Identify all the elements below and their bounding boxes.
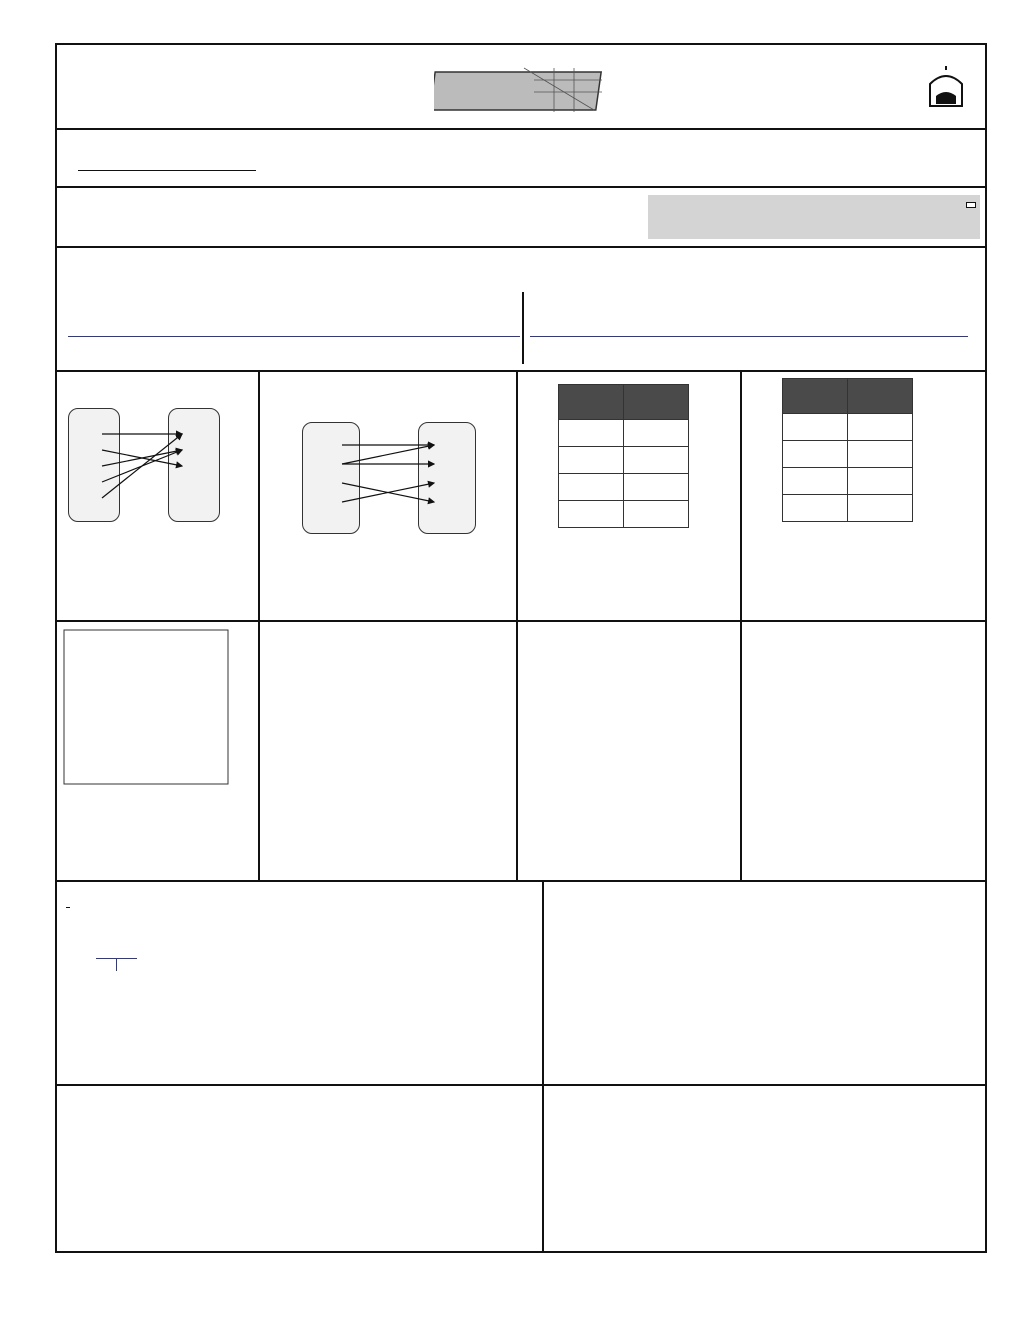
table-cell [848,468,913,495]
divider-sets-vertical [522,292,524,364]
table-2-header-range [783,379,848,414]
eq4-graph [662,1092,848,1252]
institute-block [690,70,974,110]
table-1-header-range [559,385,624,420]
divider-header [55,128,987,130]
divider-r5 [542,1084,544,1252]
eq2-graph [548,912,980,1080]
set-right-answer [530,336,968,337]
graph-2 [296,626,468,786]
table-row [783,468,913,495]
table-cell [624,420,689,447]
table-cell [559,474,624,501]
set-left-answer [68,336,520,337]
mapping-2 [298,394,488,534]
graph-4 [786,628,956,788]
eq1-num [66,907,70,908]
graph-3 [544,628,712,786]
table-row [559,501,689,528]
divider-r4 [542,880,544,1084]
table-cell [559,447,624,474]
eq1-fraction [66,907,70,908]
table-cell [783,414,848,441]
math-logo-art [434,66,604,114]
relation-table-1 [558,384,689,528]
mapping-1-arrows [64,382,244,522]
table-row [783,441,913,468]
table-row [559,474,689,501]
eq1-xy-table [96,958,137,971]
table-2-header-domain [848,379,913,414]
table-row [559,447,689,474]
table-cell [783,495,848,522]
divider-r3-2 [516,620,518,880]
table-cell [559,420,624,447]
table-cell [783,468,848,495]
divider-sets [55,370,987,372]
eq1-graph [198,890,536,1076]
divider-r2-1 [258,370,260,620]
table-cell [624,447,689,474]
table-row [783,495,913,522]
divider-title [55,186,987,188]
mapping-1 [64,382,244,522]
table-cell [624,501,689,528]
mosque-icon [922,66,970,110]
table-cell [96,967,117,971]
graph-1 [62,628,232,788]
objective-box [648,195,980,239]
divider-r4b [55,1084,987,1086]
divider-r2 [55,620,987,622]
objective-label [966,202,976,208]
eq1-table [96,958,137,971]
table-cell [848,441,913,468]
divider-objective [55,246,987,248]
table-1-header-domain [624,385,689,420]
eq1-label [66,896,70,918]
divider-r2-3 [740,370,742,620]
table-cell [783,441,848,468]
table-cell [117,967,138,971]
table-cell [848,414,913,441]
table-row [559,420,689,447]
table-cell [624,474,689,501]
divider-r3-1 [258,620,260,880]
divider-r3 [55,880,987,882]
divider-r2-2 [516,370,518,620]
relation-table-2 [782,378,913,522]
math-logo [434,66,604,114]
table-cell [848,495,913,522]
divider-r3-3 [740,620,742,880]
table-row [783,414,913,441]
name-field[interactable] [78,170,256,171]
eq3-graph [226,1092,416,1252]
table-cell [559,501,624,528]
mapping-2-arrows [298,394,488,534]
